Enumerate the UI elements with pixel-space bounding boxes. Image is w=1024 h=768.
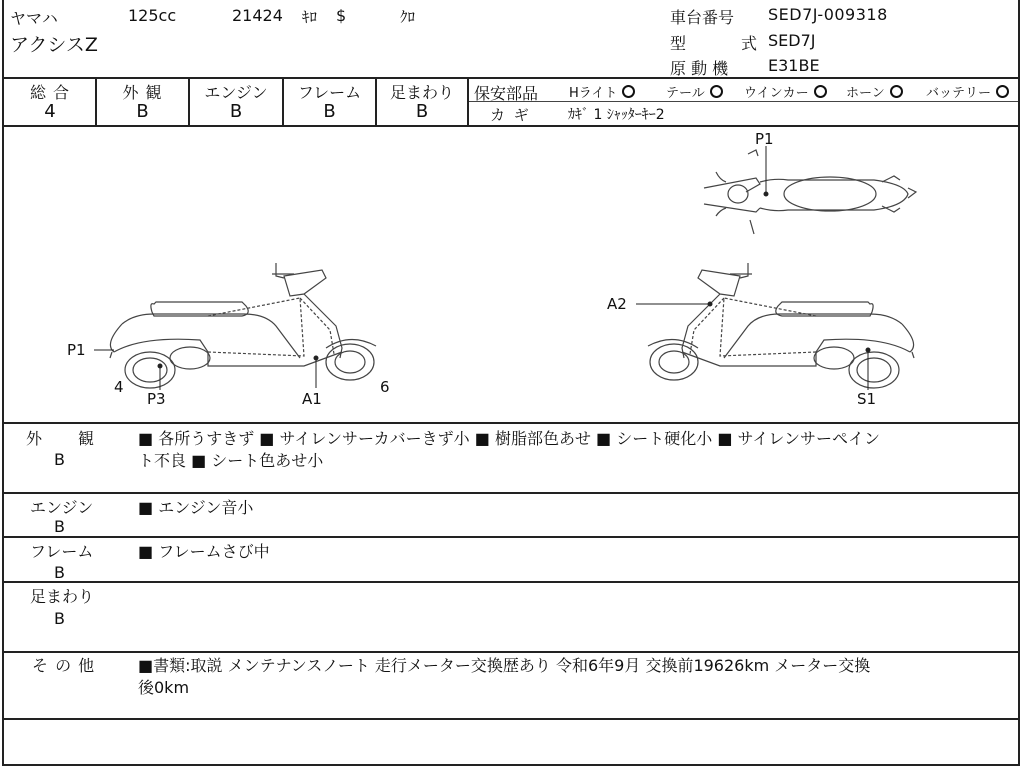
divider — [4, 422, 1018, 424]
grade-suspension-label: 足まわり — [389, 83, 454, 102]
scooter-left-view — [110, 263, 376, 388]
grade-exterior-label: 外 観 — [122, 83, 163, 102]
engine-model-value: E31BE — [768, 56, 820, 75]
mileage-unit: ｷﾛ — [302, 8, 318, 26]
key-label: カ ギ — [490, 106, 531, 124]
divider — [4, 651, 1018, 653]
inspection-sheet — [2, 0, 1020, 766]
safety-item-winker: ウインカー — [744, 82, 827, 101]
divider — [4, 536, 1018, 538]
detail-engine-label: エンジン — [30, 498, 94, 517]
safety-item-battery: バッテリー — [926, 82, 1009, 101]
divider — [469, 101, 1018, 102]
grade-frame-value: B — [323, 101, 336, 122]
marker-6: 6 — [380, 378, 390, 396]
safety-item-taillight: テール — [666, 82, 723, 101]
ok-circle-icon — [814, 85, 827, 98]
grade-suspension-value: B — [415, 101, 429, 122]
marker-p1-left: P1 — [67, 341, 86, 359]
frame-no-label: 車台番号 — [670, 8, 735, 27]
maker: ヤマハ — [10, 9, 58, 28]
grade-exterior-value: B — [136, 101, 149, 122]
key-value: ｶｷﾞ 1 ｼｬｯﾀｰｷｰ2 — [568, 107, 665, 123]
scooter-diagram — [4, 126, 1018, 422]
safety-item-horn: ホーン — [846, 82, 903, 101]
detail-exterior-label-2: 観 — [78, 429, 95, 448]
detail-engine-text: ■ エンジン音小 — [138, 498, 254, 517]
ok-circle-icon — [996, 85, 1009, 98]
detail-exterior-grade: B — [54, 450, 65, 469]
detail-other-line1: ■書類:取説 メンテナンスノート 走行メーター交換歴あり 令和6年9月 交換前19626km メーター交換 — [138, 656, 871, 675]
grade-overall-label: 総 合 — [29, 83, 71, 102]
safety-item-headlight: Hライト — [569, 82, 635, 101]
color: ｸﾛ — [400, 8, 416, 26]
ok-circle-icon — [890, 85, 903, 98]
detail-frame-grade: B — [54, 563, 65, 582]
marker-s1: S1 — [857, 390, 877, 408]
detail-frame-label: フレーム — [30, 542, 94, 561]
mileage: 21424 — [232, 6, 283, 25]
detail-frame-text: ■ フレームさび中 — [138, 542, 270, 561]
safety-label: 保安部品 — [474, 84, 539, 103]
price-currency: $ — [336, 6, 347, 25]
grade-overall-value: 4 — [44, 101, 56, 122]
detail-other-label: そ の 他 — [32, 656, 96, 675]
marker-a1: A1 — [302, 390, 322, 408]
ok-circle-icon — [622, 85, 635, 98]
displacement: 125cc — [128, 6, 177, 25]
marker-a2: A2 — [607, 295, 627, 313]
model-name: アクシスZ — [10, 34, 98, 56]
divider — [4, 492, 1018, 494]
engine-model-label: 原 動 機 — [670, 59, 729, 78]
detail-exterior-line1: ■ 各所うすきず ■ サイレンサーカバーきず小 ■ 樹脂部色あせ ■ シート硬化小 ■ サイレンサーペイン — [138, 429, 881, 448]
detail-exterior-label-1: 外 — [26, 429, 43, 448]
ok-circle-icon — [710, 85, 723, 98]
marker-p3: P3 — [147, 390, 166, 408]
scooter-right-view — [648, 263, 914, 388]
detail-engine-grade: B — [54, 517, 65, 536]
marker-4: 4 — [114, 378, 124, 396]
detail-suspension-label: 足まわり — [30, 587, 95, 606]
scooter-top-view — [704, 150, 916, 234]
divider — [4, 77, 1018, 79]
detail-other-line2: 後0km — [138, 678, 190, 697]
marker-p1-top: P1 — [755, 130, 774, 148]
divider — [4, 718, 1018, 720]
grade-engine-label: エンジン — [204, 83, 268, 102]
type-label-1: 型 — [670, 34, 687, 53]
divider — [4, 581, 1018, 583]
detail-suspension-grade: B — [54, 609, 65, 628]
grade-frame-label: フレーム — [297, 83, 362, 102]
type-value: SED7J — [768, 31, 816, 50]
grade-engine-value: B — [229, 101, 243, 122]
detail-exterior-line2: ト不良 ■ シート色あせ小 — [138, 451, 324, 470]
frame-no-value: SED7J-009318 — [768, 5, 888, 24]
type-label-2: 式 — [741, 34, 758, 53]
